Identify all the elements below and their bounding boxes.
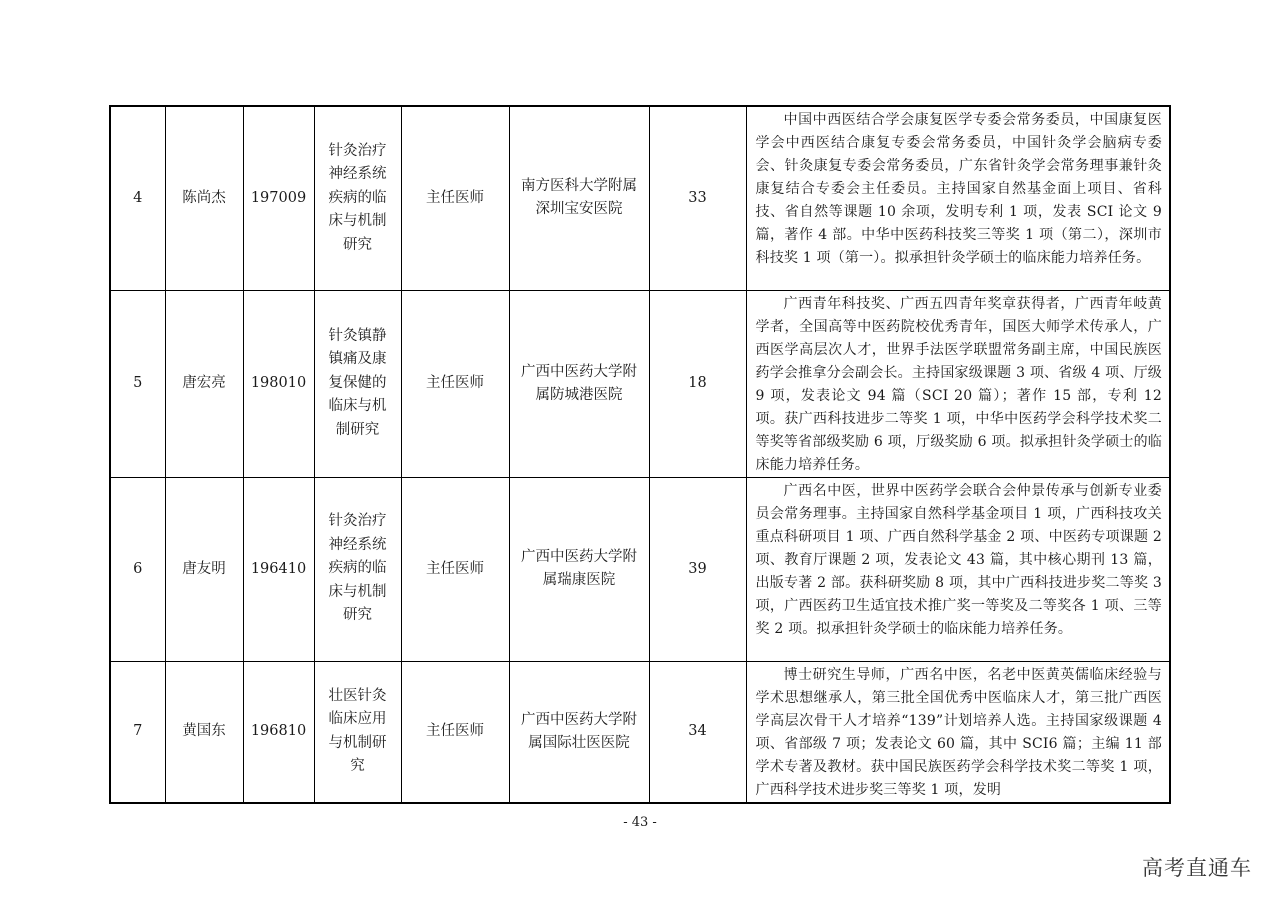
description-cell (746, 477, 1170, 661)
direction-cell (314, 290, 401, 477)
table-row (110, 477, 1170, 661)
title-cell: 主任医师 (401, 477, 509, 661)
unit-text: 广西中医药大学附属防城港医院 (521, 363, 637, 403)
direction-cell (314, 477, 401, 661)
name-cell: 唐友明 (165, 477, 243, 661)
description-cell (746, 661, 1170, 803)
code-cell: 198010 (243, 290, 314, 477)
age-cell: 33 (649, 106, 746, 290)
unit-text: 广西中医药大学附属瑞康医院 (521, 549, 637, 588)
title-cell: 主任医师 (401, 661, 509, 803)
code-cell: 196410 (243, 477, 314, 661)
page-number: - 43 - (623, 815, 657, 830)
tutor-table (109, 105, 1171, 804)
unit-cell (509, 290, 649, 477)
age-cell: 34 (649, 661, 746, 803)
table-body (110, 106, 1170, 803)
age-cell: 39 (649, 477, 746, 661)
description-text: 广西名中医，世界中医药学会联合会仲景传承与创新专业委员会常务理事。主持国家自然科学基金项目 1 项，广西科技攻关重点科研项目 1 项、广西自然科学基金 2 项、中医药专项课题 2 项、教育厅课题 2 项，发表论文 43 篇，其中核心期刊 13 篇，出版专著 2 部。获科研奖励 8 项，其中广西科技进步奖二等奖 3 项，广西医药卫生适宜技术推广奖一等奖及二等奖各 1 项、三等奖 2 项。拟承担针灸学硕士的临床能力培养任务。 (755, 482, 1162, 637)
description-text: 中国中西医结合学会康复医学专委会常务委员，中国康复医学会中西医结合康复专委会常务委员，中国针灸学会脑病专委会、针灸康复专委会常务委员，广东省针灸学会常务理事兼针灸康复结合专委会主任委员。主持国家自然基金面上项目、省科技、省自然等课题 10 余项，发明专利 1 项，发表 SCI 论文 9 篇，著作 4 部。中华中医药科技奖三等奖 1 项（第二），深圳市科技奖 1 项（第一）。拟承担针灸学硕士的临床能力培养任务。 (755, 112, 1162, 266)
code-cell: 197009 (243, 106, 314, 290)
unit-cell (509, 661, 649, 803)
watermark: 高考直通车 (1142, 856, 1252, 880)
index-cell: 6 (110, 477, 165, 661)
age-cell: 18 (649, 290, 746, 477)
unit-text: 南方医科大学附属深圳宝安医院 (521, 178, 637, 218)
title-cell: 主任医师 (401, 290, 509, 477)
direction-cell (314, 661, 401, 803)
table-row (110, 661, 1170, 803)
description-cell (746, 290, 1170, 477)
unit-text: 广西中医药大学附属国际壮医医院 (521, 711, 637, 751)
title-cell: 主任医师 (401, 106, 509, 290)
unit-cell (509, 477, 649, 661)
description-text: 博士研究生导师，广西名中医，名老中医黄英儒临床经验与学术思想继承人，第三批全国优秀中医临床人才，第三批广西医学高层次骨干人才培养“139”计划培养人选。主持国家级课题 4 项、省部级 7 项；发表论文 60 篇，其中 SCI6 篇；主编 11 部学术专著及教材。获中国民族医药学会科学技术奖二等奖 1 项，广西科学技术进步奖三等奖 1 项，发明 (755, 666, 1162, 798)
direction-text: 针灸镇静镇痛及康复保健的临床与机制研究 (328, 327, 387, 438)
table-row (110, 290, 1170, 477)
table-row (110, 106, 1170, 290)
direction-cell (314, 106, 401, 290)
index-cell: 4 (110, 106, 165, 290)
index-cell: 5 (110, 290, 165, 477)
description-cell (746, 106, 1170, 290)
direction-text: 壮医针灸临床应用与机制研究 (328, 687, 387, 774)
name-cell: 黄国东 (165, 661, 243, 803)
direction-text: 针灸治疗神经系统疾病的临床与机制研究 (328, 513, 387, 624)
name-cell: 唐宏亮 (165, 290, 243, 477)
direction-text: 针灸治疗神经系统疾病的临床与机制研究 (328, 142, 387, 253)
description-text: 广西青年科技奖、广西五四青年奖章获得者，广西青年岐黄学者，全国高等中医药院校优秀青年，国医大师学术传承人，广西医学高层次人才，世界手法医学联盟常务副主席，中国民族医药学会推拿分会副会长。主持国家级课题 3 项、省级 4 项、厅级 9 项，发表论文 94 篇（SCI 20 篇）；著作 15 部，专利 12 项。获广西科技进步二等奖 1 项，中华中医药学会科学技术奖二等奖等省部级奖励 6 项，厅级奖励 6 项。拟承担针灸学硕士的临床能力培养任务。 (755, 295, 1162, 473)
index-cell: 7 (110, 661, 165, 803)
unit-cell (509, 106, 649, 290)
name-cell: 陈尚杰 (165, 106, 243, 290)
code-cell: 196810 (243, 661, 314, 803)
